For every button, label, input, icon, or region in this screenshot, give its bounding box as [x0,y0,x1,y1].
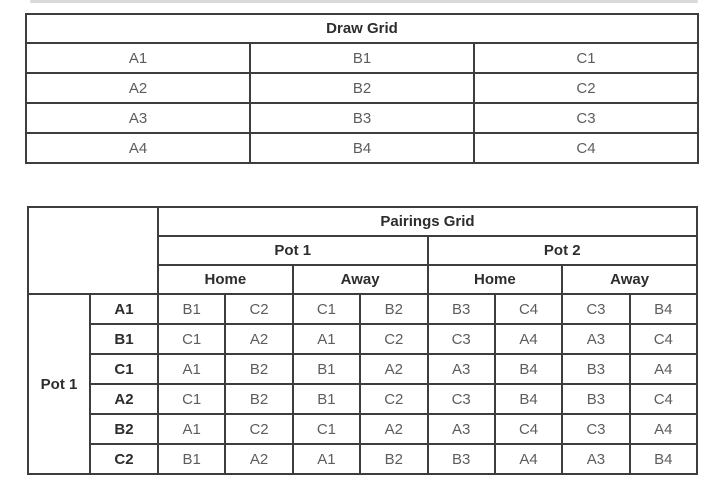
pairings-row-label: A2 [90,384,158,414]
pairings-cell: B2 [225,354,292,384]
pairings-cell: A3 [428,354,495,384]
pairings-cell: C4 [495,414,562,444]
pairings-cell: B1 [293,384,360,414]
pairings-cell: A2 [225,444,292,474]
table-row [26,103,698,133]
pairings-row-label: B2 [90,414,158,444]
pot1-row-group-label: Pot 1 [28,294,90,474]
pairings-cell: B2 [360,444,427,474]
table-row [26,133,698,163]
draw-grid-title-row [26,14,698,43]
pairings-cell: C1 [158,324,225,354]
pairings-row-label: A1 [90,294,158,324]
pairings-cell: C4 [630,324,697,354]
table-row [28,444,697,474]
away-header: Away [293,265,428,294]
draw-grid-cell: B3 [250,103,474,133]
draw-grid-cell: B2 [250,73,474,103]
pairings-cell: B2 [225,384,292,414]
pairings-grid-title: Pairings Grid [158,207,697,236]
pairings-cell: A1 [293,444,360,474]
pairings-cell: A4 [495,324,562,354]
pairings-cell: A2 [360,354,427,384]
pairings-cell: C3 [562,294,629,324]
pairings-cell: A4 [495,444,562,474]
table-row [28,414,697,444]
pairings-cell: A4 [630,354,697,384]
pairings-cell: C1 [293,414,360,444]
pairings-cell: C1 [293,294,360,324]
pairings-cell: A2 [360,414,427,444]
pairings-cell: B1 [158,444,225,474]
table-row [26,73,698,103]
pairings-cell: C4 [495,294,562,324]
pairings-cell: B4 [630,294,697,324]
pairings-cell: B4 [630,444,697,474]
pairings-row-label: B1 [90,324,158,354]
pot2-header: Pot 2 [428,236,698,265]
pairings-cell: C2 [360,324,427,354]
pairings-cell: B3 [428,444,495,474]
draw-grid-cell: C4 [474,133,698,163]
pairings-cell: C2 [360,384,427,414]
top-edge-artifact [30,0,698,3]
table-row [28,324,697,354]
pairings-cell: B1 [293,354,360,384]
draw-grid-cell: B1 [250,43,474,73]
home-header: Home [158,265,293,294]
pairings-cell: C4 [630,384,697,414]
corner-blank-cell [28,207,158,294]
pairings-cell: A3 [562,444,629,474]
pairings-grid-table [27,206,698,475]
pairings-cell: B3 [562,354,629,384]
pairings-cell: A4 [630,414,697,444]
pairings-row-label: C2 [90,444,158,474]
pairings-cell: C2 [225,414,292,444]
draw-grid-table [25,13,699,164]
pairings-cell: A1 [293,324,360,354]
pairings-cell: A3 [562,324,629,354]
draw-grid-cell: C1 [474,43,698,73]
pairings-cell: C1 [158,384,225,414]
pairings-cell: A1 [158,414,225,444]
draw-grid-cell: A3 [26,103,250,133]
table-row [28,294,697,324]
pairings-row-label: C1 [90,354,158,384]
draw-grid-cell: A4 [26,133,250,163]
pairings-cell: A2 [225,324,292,354]
draw-grid-cell: C3 [474,103,698,133]
away-header: Away [562,265,697,294]
pairings-cell: C3 [428,324,495,354]
pairings-cell: C2 [225,294,292,324]
table-row [28,354,697,384]
pairings-cell: B3 [428,294,495,324]
pairings-cell: C3 [562,414,629,444]
draw-grid-cell: B4 [250,133,474,163]
pairings-cell: A1 [158,354,225,384]
draw-grid-cell: A2 [26,73,250,103]
pairings-cell: C3 [428,384,495,414]
draw-grid-cell: C2 [474,73,698,103]
draw-grid-cell: A1 [26,43,250,73]
pairings-cell: B4 [495,384,562,414]
pot1-header: Pot 1 [158,236,428,265]
table-row [28,384,697,414]
pairings-title-row [28,207,697,236]
pairings-cell: A3 [428,414,495,444]
pairings-cell: B2 [360,294,427,324]
pairings-cell: B1 [158,294,225,324]
draw-grid-title: Draw Grid [26,14,698,43]
pairings-cell: B4 [495,354,562,384]
home-header: Home [428,265,563,294]
pairings-cell: B3 [562,384,629,414]
table-row [26,43,698,73]
